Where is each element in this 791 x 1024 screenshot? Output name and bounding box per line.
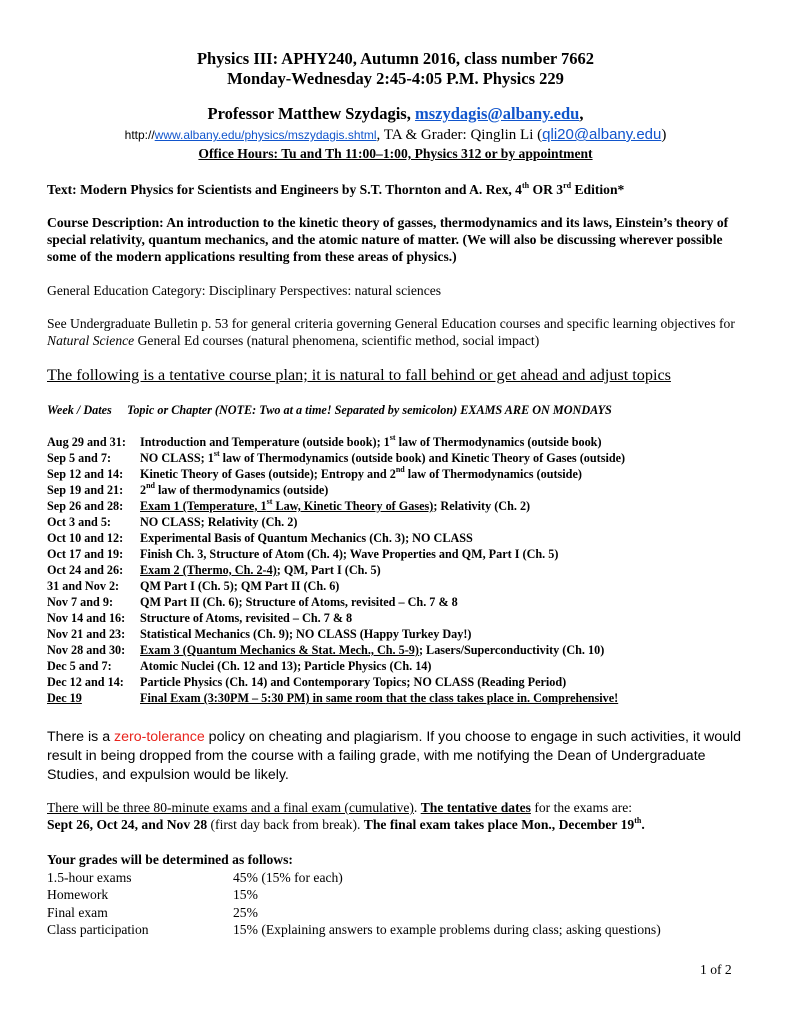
grade-row: [47, 921, 767, 939]
schedule-row: [47, 466, 767, 482]
schedule-topic: [140, 578, 339, 594]
ta-text: , TA & Grader: Qinglin Li (: [376, 127, 543, 143]
schedule-row: [47, 594, 767, 610]
schedule-topic: [140, 594, 458, 610]
schedule-topic-part: Exam 2 (Thermo, Ch. 2-4): [140, 563, 277, 577]
exam-dates: [47, 799, 767, 833]
exams-p2: for the exams are:: [530, 800, 633, 815]
schedule-row: [47, 626, 767, 642]
schedule-topic-part: law of thermodynamics (outside): [155, 483, 329, 497]
schedule-topic-part: Experimental Basis of Quantum Mechanics (Ch. 3); NO CLASS: [140, 531, 473, 545]
grade-row: [47, 869, 767, 887]
schedule-topic: [140, 658, 431, 674]
course-description: Course Description: An introduction to the kinetic theory of gasses, thermodynamics and its laws, Einstein’s theory of special relativity, quantum mechanics, and the atomic nature of matter. (We will also be discussing wherever possible some of the modern applications resulting from these areas of physics.): [47, 215, 729, 264]
schedule-topic: [140, 482, 328, 498]
schedule-topic: [140, 450, 625, 466]
schedule-topic: [140, 562, 381, 578]
url-prefix: http://: [124, 128, 155, 142]
exams-underlined: There will be three 80-minute exams and a final exam (cumulative): [47, 800, 414, 815]
url-ta-line: [0, 126, 791, 144]
gen-ed-category: General Education Category: Disciplinary Perspectives: natural sciences: [47, 283, 442, 298]
bulletin-note: [47, 315, 747, 349]
schedule-topic-part: law of Thermodynamics (outside book) and Kinetic Theory of Gases (outside): [219, 451, 626, 465]
schedule-date: Oct 17 and 19:: [47, 547, 124, 561]
schedule-date: Nov 7 and 9:: [47, 595, 114, 609]
schedule-topic-part: 2: [140, 483, 147, 497]
schedule-date: Dec 12 and 14:: [47, 675, 124, 689]
schedule-topic-part: QM Part I (Ch. 5); QM Part II (Ch. 6): [140, 579, 340, 593]
schedule-topic-part: Finish Ch. 3, Structure of Atom (Ch. 4); Wave Properties and QM, Part I (Ch. 5): [140, 547, 559, 561]
grade-item: Final exam: [47, 904, 108, 920]
bulletin-italic: Natural Science: [47, 333, 135, 348]
schedule-topic: [140, 530, 473, 546]
schedule-topic-part: law of Thermodynamics (outside): [404, 467, 582, 481]
schedule-date: Nov 14 and 16:: [47, 611, 126, 625]
schedule-header: Week / Dates Topic or Chapter (NOTE: Two at a time! Separated by semicolon) EXAMS ARE ON MONDAYS: [47, 403, 612, 417]
professor-email-link[interactable]: mszydagis@albany.edu: [414, 104, 580, 123]
schedule-topic-part: Particle Physics (Ch. 14) and Contemporary Topics; NO CLASS (Reading Period): [140, 675, 567, 689]
grade-value: 15% (Explaining answers to example problems during class; asking questions): [233, 922, 661, 937]
schedule-topic-part: QM Part II (Ch. 6); Structure of Atoms, revisited – Ch. 7 & 8: [140, 595, 458, 609]
schedule-date: Sep 19 and 21:: [47, 483, 124, 497]
schedule-date: Nov 21 and 23:: [47, 627, 126, 641]
schedule-date: Oct 3 and 5:: [47, 515, 111, 529]
schedule-topic: [140, 546, 558, 562]
schedule-topic: [140, 690, 618, 706]
schedule-topic-part: ; QM, Part I (Ch. 5): [276, 563, 381, 577]
grade-row: [47, 904, 767, 922]
schedule-topic-part: st: [213, 449, 220, 458]
grades-heading: Your grades will be determined as follows:: [47, 852, 293, 867]
textbook-sup1: th: [521, 181, 530, 190]
grades-table: [47, 869, 767, 939]
schedule-topic-part: NO CLASS; Relativity (Ch. 2): [140, 515, 298, 529]
schedule-topic: [140, 626, 471, 642]
schedule-topic-part: Law, Kinetic Theory of Gases): [272, 499, 434, 513]
schedule-row: [47, 482, 767, 498]
grades-section: [47, 851, 767, 939]
schedule-exam: [140, 643, 419, 657]
schedule-topic-part: Exam 1 (Temperature, 1: [140, 499, 267, 513]
zero-tolerance-policy: [47, 728, 757, 785]
final-exam-period: .: [641, 817, 645, 832]
schedule-row: [47, 690, 767, 706]
exams-p3: (first day back from break).: [207, 817, 364, 832]
schedule-topic: [140, 642, 604, 658]
schedule-row: [47, 610, 767, 626]
schedule-topic-part: Exam 3 (Quantum Mechanics & Stat. Mech., Ch. 5-9): [140, 643, 419, 657]
schedule-topic-part: NO CLASS; 1: [140, 451, 214, 465]
schedule-topic-part: st: [389, 433, 396, 442]
bulletin-part1: See Undergraduate Bulletin p. 53 for general criteria governing General Education courses and specific learning objectives for: [47, 316, 735, 331]
schedule-date: Dec 5 and 7:: [47, 659, 112, 673]
professor-name: Professor Matthew Szydagis,: [207, 104, 415, 123]
textbook-sup2: rd: [563, 181, 572, 190]
schedule-date: Dec 19: [47, 691, 82, 705]
course-schedule-line: Monday-Wednesday 2:45-4:05 P.M. Physics 229: [227, 69, 564, 88]
grade-item: Class participation: [47, 922, 149, 937]
comma: ,: [579, 104, 584, 123]
textbook-prefix: Text: Modern Physics for Scientists and Engineers by S.T. Thornton and A. Rex, 4: [47, 182, 522, 197]
schedule-date: 31 and Nov 2:: [47, 579, 120, 593]
professor-line: [0, 104, 791, 124]
exams-dates-bold: Sept 26, Oct 24, and Nov 28: [47, 817, 208, 832]
schedule-topic: [140, 498, 530, 514]
schedule-topic: [140, 466, 582, 482]
ta-close: ): [661, 127, 667, 143]
grade-item: Homework: [47, 887, 109, 902]
schedule-table: [47, 434, 767, 706]
textbook-mid: OR 3: [529, 182, 564, 197]
ta-email-link[interactable]: qli20@albany.edu: [542, 126, 662, 143]
schedule-row: [47, 562, 767, 578]
schedule-topic: [140, 514, 297, 530]
schedule-row: [47, 658, 767, 674]
schedule-topic-part: Introduction and Temperature (outside book); 1: [140, 435, 390, 449]
schedule-topic-part: ; Lasers/Superconductivity (Ch. 10): [418, 643, 605, 657]
schedule-topic-part: nd: [146, 481, 155, 490]
schedule-date: Nov 28 and 30:: [47, 643, 126, 657]
grade-row: [47, 886, 767, 904]
schedule-row: [47, 434, 767, 450]
schedule-row: [47, 578, 767, 594]
grade-value: 45% (15% for each): [233, 869, 343, 885]
schedule-topic-part: Atomic Nuclei (Ch. 12 and 13); Particle Physics (Ch. 14): [140, 659, 432, 673]
textbook-line: [47, 181, 747, 198]
schedule-topic: [140, 434, 602, 450]
schedule-date: Sep 12 and 14:: [47, 467, 124, 481]
course-title: Physics III: APHY240, Autumn 2016, class number 7662: [196, 49, 595, 68]
schedule-topic-part: st: [266, 497, 273, 506]
zt-highlight: zero-tolerance: [114, 729, 205, 745]
schedule-topic: [140, 610, 352, 626]
exams-p1: .: [413, 800, 421, 815]
schedule-topic-part: Structure of Atoms, revisited – Ch. 7 & 8: [140, 611, 353, 625]
zt-pre: There is a: [47, 729, 115, 745]
grade-value: 25%: [233, 904, 258, 920]
schedule-date: Sep 5 and 7:: [47, 451, 112, 465]
schedule-topic-part: ; Relativity (Ch. 2): [433, 499, 531, 513]
schedule-topic-part: nd: [395, 465, 405, 474]
schedule-row: [47, 530, 767, 546]
homepage-link[interactable]: www.albany.edu/physics/mszydagis.shtml: [154, 128, 377, 142]
schedule-exam: [140, 563, 277, 577]
textbook-suffix: Edition*: [571, 182, 625, 197]
schedule-row: [47, 498, 767, 514]
bulletin-part2: General Ed courses (natural phenomena, scientific method, social impact): [134, 333, 540, 348]
schedule-topic-part: Statistical Mechanics (Ch. 9); NO CLASS (Happy Turkey Day!): [140, 627, 472, 641]
schedule-topic-part: law of Thermodynamics (outside book): [395, 435, 602, 449]
schedule-date: Sep 26 and 28:: [47, 499, 124, 513]
office-hours: Office Hours: Tu and Th 11:00–1:00, Physics 312 or by appointment: [198, 146, 593, 161]
schedule-row: [47, 514, 767, 530]
schedule-row: [47, 450, 767, 466]
exams-tentative-dates: The tentative dates: [420, 800, 531, 815]
schedule-row: [47, 642, 767, 658]
grade-value: 15%: [233, 887, 258, 902]
final-exam-date: The final exam takes place Mon., December 19: [363, 817, 635, 832]
schedule-date: Oct 24 and 26:: [47, 563, 124, 577]
schedule-exam: [140, 499, 433, 513]
schedule-row: [47, 674, 767, 690]
grade-item: 1.5-hour exams: [47, 869, 132, 885]
schedule-topic-part: Kinetic Theory of Gases (outside); Entropy and 2: [140, 467, 396, 481]
plan-heading: The following is a tentative course plan; it is natural to fall behind or get ahead and adjust topics: [47, 366, 671, 384]
schedule-topic: [140, 674, 566, 690]
final-exam-sup: th: [634, 816, 642, 825]
schedule-topic-part: Final Exam (3:30PM – 5:30 PM) in same room that the class takes place in. Comprehensive!: [140, 691, 619, 705]
zt-post: policy on cheating and plagiarism. If you choose to engage in such activities, it would result in being dropped from the course with a failing grade, with me notifying the Dean of Undergraduate Studies, and expulsion would be likely.: [47, 729, 742, 783]
schedule-date: Aug 29 and 31:: [47, 435, 126, 449]
schedule-row: [47, 546, 767, 562]
schedule-date: Oct 10 and 12:: [47, 531, 124, 545]
page-number: 1 of 2: [700, 962, 732, 977]
